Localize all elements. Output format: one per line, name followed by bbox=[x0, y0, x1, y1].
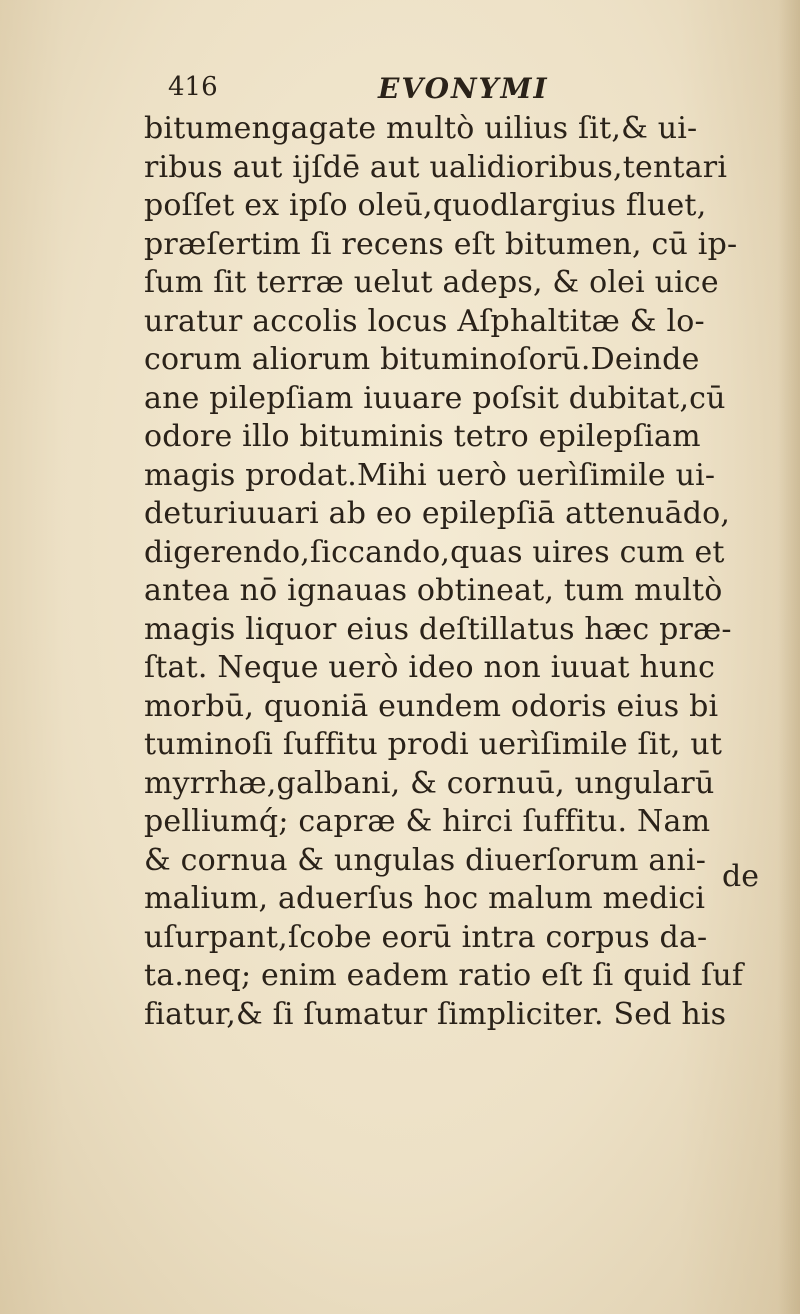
catchword: de bbox=[722, 859, 759, 894]
text-line: & cornua & ungulas diuerſorum ani- bbox=[144, 842, 707, 878]
page-number: 416 bbox=[168, 72, 218, 102]
text-line: tuminoſi ſuffitu prodi uerìſimile ſit, ut bbox=[144, 727, 723, 762]
text-line: odore illo bituminis tetro epilepſiam bbox=[144, 419, 701, 454]
text-line: myrrhæ,galbani, & cornuū, ungularū bbox=[144, 765, 715, 801]
text-line: ſtat. Neque uerò ideo non iuuat hunc bbox=[144, 650, 716, 685]
text-line: ſum ſit terræ uelut adeps, & olei uice bbox=[144, 265, 719, 300]
text-line: fiatur,& ſi ſumatur ſimpliciter. Sed his bbox=[144, 996, 727, 1032]
text-line: ane pilepſiam iuuare poſsit dubitat,cū bbox=[144, 380, 726, 416]
text-line: bitumengagate multò uilius ſit,& ui- bbox=[144, 111, 698, 146]
text-line: poſſet ex ipſo oleū,quodlargius fluet, bbox=[144, 188, 707, 223]
body-text bbox=[144, 110, 784, 1034]
text-line: pelliumq́; capræ & hirci ſuffitu. Nam bbox=[144, 804, 711, 839]
text-line: ta.neq; enim eadem ratio eſt ſi quid ſuf bbox=[144, 958, 744, 993]
text-line: malium, aduerſus hoc malum medici bbox=[144, 881, 706, 916]
text-line: uratur accolis locus Aſphaltitæ & lo- bbox=[144, 303, 705, 339]
text-line: magis liquor eius deſtillatus hæc præ- bbox=[144, 611, 732, 647]
text-line: antea nō ignauas obtineat, tum multò bbox=[144, 573, 723, 608]
text-line: præſertim ſi recens eſt bitumen, cū ip- bbox=[144, 226, 738, 262]
page-header bbox=[168, 72, 628, 112]
text-line: digerendo,ſiccando,quas uires cum et bbox=[144, 534, 725, 570]
text-line: deturiuuari ab eo epilepſiā attenuādo, bbox=[144, 496, 731, 531]
running-head: EVONYMI bbox=[378, 72, 549, 105]
text-line: uſurpant,ſcobe eorū intra corpus da- bbox=[144, 919, 708, 955]
text-line: magis prodat.Mihi uerò uerìſimile ui- bbox=[144, 457, 716, 493]
text-line: morbū, quoniā eundem odoris eius bi bbox=[144, 688, 719, 724]
text-line: corum aliorum bituminoſorū.Deinde bbox=[144, 342, 700, 377]
text-line: ribus aut ijſdē aut ualidioribus,tentari bbox=[144, 149, 728, 185]
